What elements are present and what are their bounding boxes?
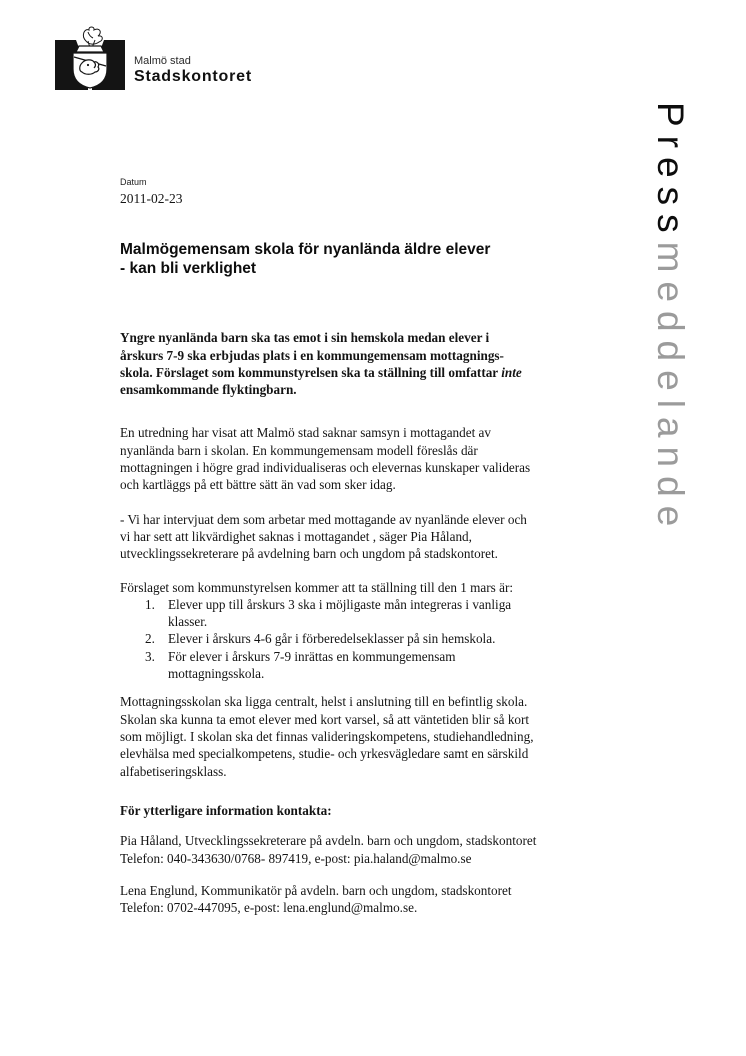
page-title	[120, 240, 612, 278]
lead-line-2: årskurs 7-9 ska erbjudas plats i en kommungemensam mottagnings-	[120, 347, 504, 363]
list-item-1-number: 1.	[145, 596, 155, 612]
lead-paragraph	[120, 329, 612, 398]
proposal-list	[120, 596, 612, 682]
logo-org-name: Malmö stad	[134, 55, 191, 67]
paragraph-utredning: En utredning har visat att Malmö stad saknar samsyn i mottagandet av nyanlända barn i skolan. En kommungemensam modell föreslås där mottagningen i högre grad individualiseras och elevernas kunskaper valideras och kartläggs på ett bättre sätt än vad som sker idag.	[120, 425, 531, 493]
banner-meddelande: meddelande	[650, 241, 691, 536]
contact-pia-role: Pia Håland, Utvecklingssekreterare på avdeln. barn och ungdom, stadskontoret	[120, 833, 537, 849]
contact-heading: För ytterligare information kontakta:	[120, 802, 332, 818]
logo-text	[134, 55, 252, 90]
malmo-stad-logo	[55, 26, 252, 90]
paragraph-quote: - Vi har intervjuat dem som arbetar med mottagande av nyanlände elever och vi har sett att likvärdighet saknas i mottagandet , säger Pia Håland, utvecklingssekreterare på avdelning barn och ungdom på stadskontoret.	[120, 511, 527, 562]
date-label: Datum	[120, 177, 147, 187]
contact-lena-phone-email: Telefon: 0702-447095, e-post: lena.englund@malmo.se.	[120, 900, 418, 916]
malmo-coat-of-arms-icon	[55, 26, 125, 90]
contact-pia	[120, 832, 612, 867]
title-line-2: - kan bli verklighet	[120, 260, 257, 278]
contact-lena	[120, 882, 612, 917]
lead-line-4: ensamkommande flyktingbarn.	[120, 382, 297, 398]
pressmeddelande-banner	[652, 102, 689, 535]
lead-line-1: Yngre nyanlända barn ska tas emot i sin hemskola medan elever i	[120, 330, 490, 346]
contact-pia-phone-email: Telefon: 040-343630/0768- 897419, e-post: pia.haland@malmo.se	[120, 850, 472, 866]
list-item-3-number: 3.	[145, 648, 155, 664]
title-line-1: Malmögemensam skola för nyanlända äldre elever	[120, 241, 491, 259]
logo-dept-name: Stadskontoret	[134, 68, 252, 85]
list-item-2-number: 2.	[145, 631, 155, 647]
list-item-2	[120, 630, 612, 647]
date-value: 2011-02-23	[120, 191, 183, 206]
list-item-1-text: Elever upp till årskurs 3 ska i möjligaste mån integreras i vanliga klasser.	[168, 596, 512, 630]
paragraph-mottagningsskolan: Mottagningsskolan ska ligga centralt, helst i anslutning till en befintlig skola. Skolan ska kunna ta emot elever med kort varsel, så att väntetiden blir så kort som möjligt. I skolan ska det finnas valideringskompetens, studiehandledning, elevhälsa med specialkompetens, studie- och yrkesvägledare samt en särskild alfabetiseringsklass.	[120, 694, 534, 779]
list-item-3-text: För elever i årskurs 7-9 inrättas en kommungemensam mottagningsskola.	[168, 648, 456, 682]
banner-press: Press	[650, 102, 691, 242]
document-body	[120, 177, 612, 917]
lead-line-3-text: skola. Förslaget som kommunstyrelsen ska ta ställning till omfattar	[120, 364, 502, 380]
list-item-2-text: Elever i årskurs 4-6 går i förberedelseklasser på sin hemskola.	[168, 631, 496, 647]
lead-line-3	[120, 364, 612, 381]
contact-lena-role: Lena Englund, Kommunikatör på avdeln. barn och ungdom, stadskontoret	[120, 882, 512, 898]
proposal-intro: Förslaget som kommunstyrelsen kommer att ta ställning till den 1 mars är:	[120, 579, 513, 595]
lead-line-3-emphasis: inte	[501, 364, 522, 380]
list-item-3	[120, 648, 612, 683]
list-item-1	[120, 596, 612, 631]
